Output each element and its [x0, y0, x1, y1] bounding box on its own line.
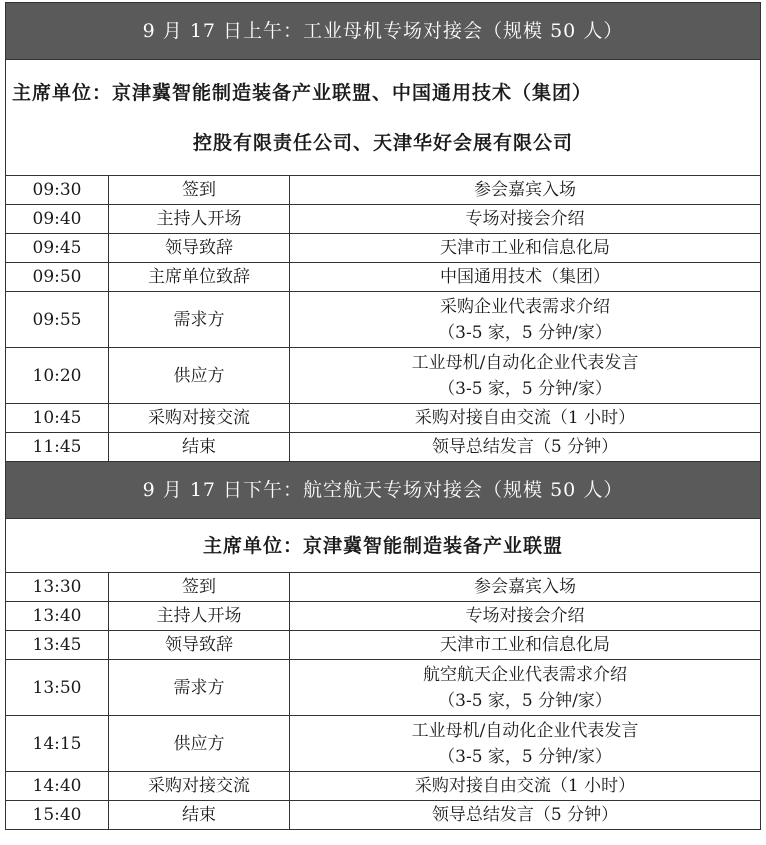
agenda-row [6, 263, 761, 292]
host-row [6, 60, 761, 176]
agenda-time: 09:40 [6, 205, 109, 234]
host-line: 主席单位：京津冀智能制造装备产业联盟、中国通用技术（集团） [12, 81, 593, 104]
agenda-time: 09:45 [6, 234, 109, 263]
agenda-row [6, 772, 761, 801]
agenda-time: 10:45 [6, 404, 109, 433]
agenda-time: 13:50 [6, 660, 109, 716]
agenda-row [6, 348, 761, 404]
agenda-description [290, 772, 761, 801]
agenda-item: 领导致辞 [109, 234, 290, 263]
description-line: 领导总结发言（5 分钟） [431, 437, 619, 457]
agenda-time: 13:40 [6, 602, 109, 631]
agenda-item: 采购对接交流 [109, 772, 290, 801]
description-line: （3-5 家，5 分钟/家） [438, 378, 612, 399]
agenda-row [6, 716, 761, 772]
agenda-time: 09:30 [6, 176, 109, 205]
agenda-description [290, 573, 761, 602]
description-line: 采购对接自由交流（1 小时） [414, 408, 636, 428]
description-line: 天津市工业和信息化局 [440, 635, 610, 655]
agenda-item: 主席单位致辞 [109, 263, 290, 292]
agenda-description [290, 404, 761, 433]
agenda-item: 采购对接交流 [109, 404, 290, 433]
agenda-description [290, 801, 761, 830]
description-line: 工业母机/自动化企业代表发言 [411, 352, 639, 373]
agenda-description [290, 176, 761, 205]
description-line: 采购企业代表需求介绍 [440, 296, 610, 317]
agenda-row [6, 660, 761, 716]
host-cell [6, 519, 761, 573]
agenda-row [6, 801, 761, 830]
agenda-row [6, 176, 761, 205]
section-header [6, 3, 761, 60]
description-line: 专场对接会介绍 [465, 606, 585, 626]
agenda-time: 14:15 [6, 716, 109, 772]
description-line: （3-5 家，5 分钟/家） [438, 690, 612, 711]
agenda-row [6, 234, 761, 263]
agenda-description [290, 292, 761, 348]
agenda-row [6, 631, 761, 660]
description-line: 中国通用技术（集团） [440, 267, 610, 287]
agenda-description [290, 631, 761, 660]
description-line: 参会嘉宾入场 [474, 577, 576, 597]
agenda-time: 15:40 [6, 801, 109, 830]
agenda-item: 领导致辞 [109, 631, 290, 660]
agenda-description [290, 348, 761, 404]
agenda-time: 11:45 [6, 433, 109, 462]
description-line: 工业母机/自动化企业代表发言 [411, 720, 639, 741]
agenda-description [290, 602, 761, 631]
agenda-description [290, 716, 761, 772]
description-line: 专场对接会介绍 [465, 209, 585, 229]
agenda-row [6, 205, 761, 234]
agenda-description [290, 660, 761, 716]
host-row [6, 519, 761, 573]
agenda-description [290, 263, 761, 292]
agenda-item: 供应方 [109, 716, 290, 772]
schedule-table [5, 2, 761, 830]
agenda-item: 结束 [109, 801, 290, 830]
agenda-time: 09:55 [6, 292, 109, 348]
host-line: 控股有限责任公司、天津华好会展有限公司 [193, 131, 574, 154]
agenda-item: 结束 [109, 433, 290, 462]
host-cell [6, 60, 761, 176]
agenda-time: 10:20 [6, 348, 109, 404]
agenda-time: 14:40 [6, 772, 109, 801]
description-line: 领导总结发言（5 分钟） [431, 805, 619, 825]
agenda-row [6, 602, 761, 631]
description-line: 参会嘉宾入场 [474, 180, 576, 200]
description-line: 采购对接自由交流（1 小时） [414, 776, 636, 796]
description-line: （3-5 家，5 分钟/家） [438, 322, 612, 343]
agenda-item: 主持人开场 [109, 602, 290, 631]
agenda-row [6, 292, 761, 348]
description-line: 天津市工业和信息化局 [440, 238, 610, 258]
agenda-time: 09:50 [6, 263, 109, 292]
agenda-item: 供应方 [109, 348, 290, 404]
agenda-description [290, 205, 761, 234]
agenda-row [6, 573, 761, 602]
agenda-row [6, 433, 761, 462]
agenda-item: 主持人开场 [109, 205, 290, 234]
description-line: 航空航天企业代表需求介绍 [423, 664, 627, 685]
host-line: 主席单位：京津冀智能制造装备产业联盟 [203, 534, 564, 557]
agenda-item: 签到 [109, 176, 290, 205]
agenda-description [290, 433, 761, 462]
agenda-row [6, 404, 761, 433]
section-title: 9 月 17 日下午：航空航天专场对接会（规模 50 人） [6, 462, 761, 519]
agenda-description [290, 234, 761, 263]
agenda-item: 需求方 [109, 660, 290, 716]
description-line: （3-5 家，5 分钟/家） [438, 746, 612, 767]
agenda-time: 13:45 [6, 631, 109, 660]
agenda-item: 需求方 [109, 292, 290, 348]
agenda-time: 13:30 [6, 573, 109, 602]
schedule-document [5, 2, 760, 830]
section-header [6, 462, 761, 519]
section-title: 9 月 17 日上午：工业母机专场对接会（规模 50 人） [6, 3, 761, 60]
agenda-item: 签到 [109, 573, 290, 602]
